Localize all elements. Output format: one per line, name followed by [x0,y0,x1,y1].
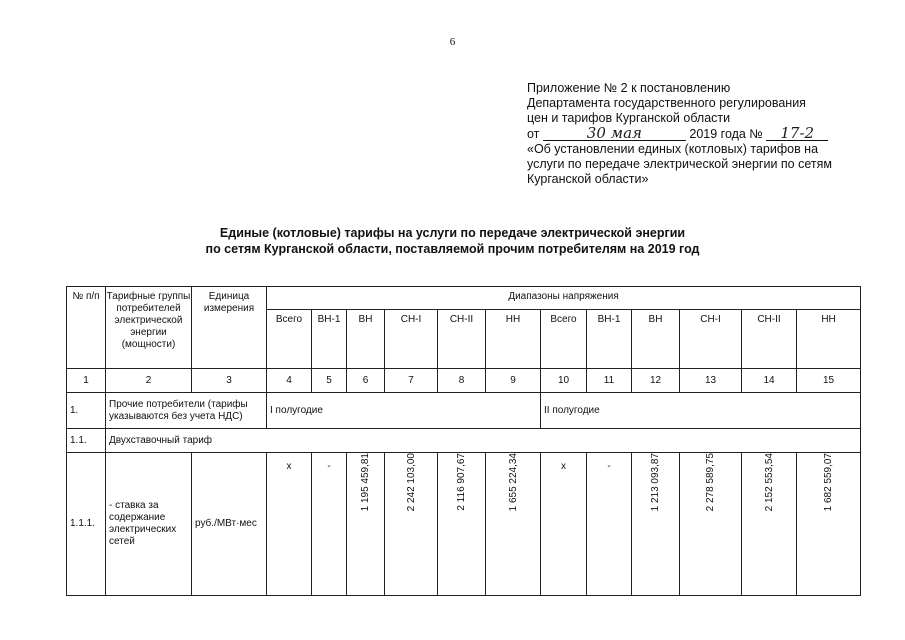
subheader-cell: СН-I [385,310,438,369]
row-number: 1. [67,393,106,429]
appendix-line-5: «Об установлении единых (котловых) тарифов на [527,141,819,156]
header-unit: Единица измерения [192,287,267,369]
appendix-date-line [527,123,857,142]
row-number: 1.1.1. [67,453,106,596]
row-name: Двухставочный тариф [106,429,861,453]
column-number: 6 [347,369,385,393]
tariff-value-cell [385,453,438,596]
tariff-value-cell [347,453,385,596]
header-num: № п/п [67,287,106,369]
tariff-value: 1 213 093,87 [650,453,661,512]
row-number: 1.1. [67,429,106,453]
subheader-cell: Всего [541,310,587,369]
header-group: Тарифные группы потребителей электрической энергии (мощности) [106,287,192,369]
not-applicable-mark: x [286,461,292,472]
column-number: 2 [106,369,192,393]
tariff-value: 2 116 907,67 [456,453,467,511]
tariff-value: 2 152 553,54 [763,453,775,512]
tariff-value-cell [632,453,680,596]
appendix-from-label: от [527,126,540,141]
subheader-cell: ВН [347,310,385,369]
appendix-year-text: 2019 года № [689,126,763,141]
tariff-value: 2 278 589,75 [705,453,716,512]
row-unit: руб./МВт·мес [192,453,267,596]
tariff-value: 1 195 459,81 [360,453,371,512]
page-number: 6 [449,36,456,48]
appendix-line-1: Приложение № 2 к постановлению [527,81,731,95]
subheader-cell: ВН-1 [587,310,632,369]
table-row [67,393,861,429]
appendix-line-7: Курганской области» [527,172,649,187]
column-number: 9 [486,369,541,393]
column-number: 3 [192,369,267,393]
title-line-1: Единые (котловые) тарифы на услуги по передаче электрической энергии [219,226,686,240]
row-name: Прочие потребители (тарифы указываются без учета НДС) [106,393,267,429]
column-number: 15 [797,369,861,393]
subheader-cell: ВН [632,310,680,369]
half-year-1-label: I полугодие [267,393,541,429]
tariff-value: 1 682 559,07 [823,453,835,512]
appendix-line-3: цен и тарифов Курганской области [527,111,731,126]
tariff-value-cell [486,453,541,596]
column-number: 8 [438,369,486,393]
tariff-value-cell [587,453,632,596]
tariff-value-cell [541,453,587,596]
table-row [67,429,861,453]
appendix-line-2: Департамента государственного регулирования [527,96,806,111]
table-row [67,453,861,596]
subheader-cell: НН [797,310,861,369]
subheader-cell: Всего [267,310,312,369]
half-year-2-label: II полугодие [541,393,861,429]
column-number: 4 [267,369,312,393]
appendix-line-6: услуги по передаче электрической энергии по сетям [527,157,832,172]
subheader-cell: СН-II [438,310,486,369]
column-number: 7 [385,369,438,393]
row-name: - ставка за содержание электрических сетей [106,453,192,596]
column-number: 11 [587,369,632,393]
tariff-value: 2 242 103,00 [405,453,417,512]
tariff-value-cell [742,453,797,596]
title-line-2: по сетям Курганской области, поставляемой прочим потребителям на 2019 год [205,242,700,256]
dash-mark: - [607,461,611,472]
header-row [67,287,861,310]
column-number: 14 [742,369,797,393]
subheader-cell: НН [486,310,541,369]
subheader-cell: ВН-1 [312,310,347,369]
column-number-row [67,369,861,393]
handwritten-date: 30 мая [543,127,686,141]
subheader-cell: СН-II [742,310,797,369]
tariff-value-cell [438,453,486,596]
handwritten-number: 17-2 [766,127,828,141]
column-number: 5 [312,369,347,393]
subheader-cell: СН-I [680,310,742,369]
not-applicable-mark: x [561,461,566,472]
dash-mark: - [327,461,331,472]
column-number: 1 [67,369,106,393]
document-title [0,225,905,257]
column-number: 12 [632,369,680,393]
tariff-value-cell [797,453,861,596]
column-number: 13 [680,369,742,393]
column-number: 10 [541,369,587,393]
header-voltage-ranges: Диапазоны напряжения [267,287,861,310]
tariff-value-cell [680,453,742,596]
tariff-value-cell [267,453,312,596]
tariff-value: 1 655 224,34 [507,453,519,512]
tariff-value-cell [312,453,347,596]
appendix-block [527,81,857,187]
tariff-table [66,286,861,596]
